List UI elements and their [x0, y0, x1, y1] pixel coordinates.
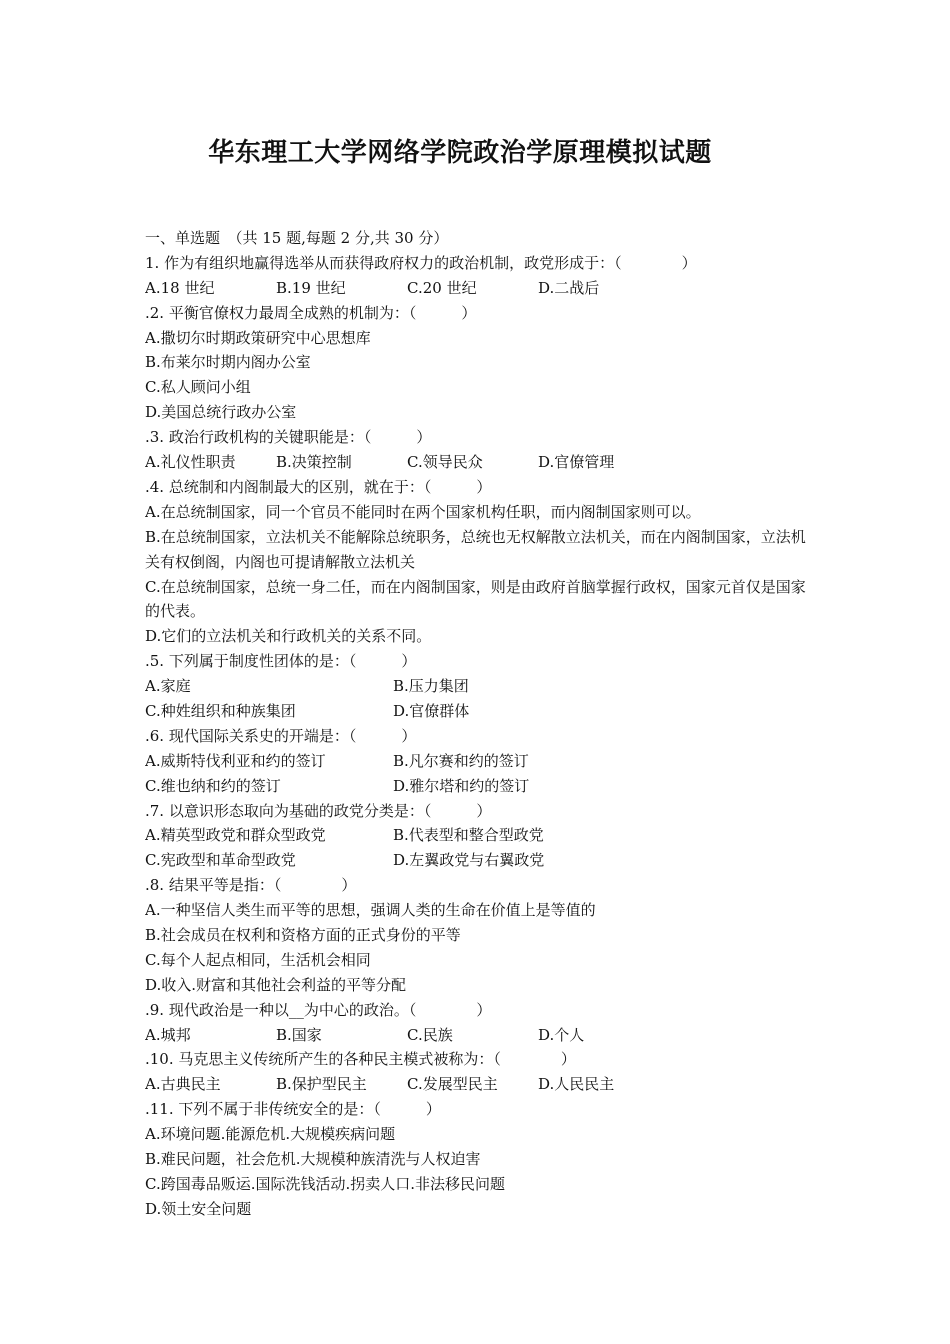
option-d: D.美国总统行政办公室: [145, 403, 297, 422]
option-d: D.官僚管理: [538, 453, 615, 472]
question-5-options-row-1: [145, 674, 810, 699]
option-c: C.跨国毒品贩运.国际洗钱活动.拐卖人口.非法移民问题: [145, 1174, 506, 1193]
question-11-stem: .11. 下列不属于非传统安全的是：（ ）: [145, 1100, 441, 1119]
option-d: D.领土安全问题: [145, 1199, 252, 1218]
option-a: A.家庭: [145, 677, 191, 696]
question-5-stem: .5. 下列属于制度性团体的是：（ ）: [145, 652, 417, 671]
option-d: D.二战后: [538, 278, 600, 297]
option-b: B.社会成员在权利和资格方面的正式身份的平等: [145, 926, 461, 944]
question-9-options: [145, 1023, 810, 1048]
option-d: D.人民民主: [538, 1075, 615, 1094]
option-a: A.精英型政党和群众型政党: [145, 826, 326, 845]
question-1-options: [145, 276, 810, 301]
option-b: B.决策控制: [276, 453, 352, 472]
question-10-stem: .10. 马克思主义传统所产生的各种民主模式被称为：（ ）: [145, 1050, 576, 1069]
section-heading: 一、单选题 （共 15 题,每题 2 分,共 30 分）: [145, 229, 449, 247]
question-3-stem: .3. 政治行政机构的关键职能是：（ ）: [145, 428, 432, 447]
option-d: D.它们的立法机关和行政机关的关系不同。: [145, 627, 432, 646]
document-title: 华东理工大学网络学院政治学原理模拟试题: [208, 138, 712, 168]
option-a: A.18 世纪: [145, 278, 215, 297]
option-a: A.威斯特伐利亚和约的签订: [145, 751, 326, 770]
option-d: D.雅尔塔和约的签订: [393, 776, 530, 795]
question-2-stem: .2. 平衡官僚权力最周全成熟的机制为：（ ）: [145, 303, 477, 322]
option-c: C.民族: [407, 1025, 453, 1044]
option-b: B.凡尔赛和约的签订: [393, 751, 529, 770]
option-c: C.在总统制国家，总统一身二任，而在内阁制国家，则是由政府首脑掌握行政权，国家元首仅是国家的代表。: [145, 577, 806, 621]
option-c: C.宪政型和革命型政党: [145, 851, 296, 870]
option-c: C.每个人起点相同，生活机会相同: [145, 950, 371, 969]
question-10-options: [145, 1072, 810, 1097]
option-a: A.撒切尔时期政策研究中心思想库: [145, 328, 371, 347]
question-9-stem: .9. 现代政治是一种以__为中心的政治。（ ）: [145, 1000, 492, 1019]
option-b: B.在总统制国家，立法机关不能解除总统职务，总统也无权解散立法机关，而在内阁制国家，立法机关有权倒阁，内阁也可提请解散立法机关: [145, 527, 806, 571]
question-list: [145, 226, 810, 1222]
option-c: C.领导民众: [407, 453, 483, 472]
option-c: C.私人顾问小组: [145, 378, 251, 397]
option-a: A.城邦: [145, 1025, 191, 1044]
question-4-stem: .4. 总统制和内阁制最大的区别，就在于：（ ）: [145, 477, 492, 496]
option-d: D.个人: [538, 1025, 585, 1044]
question-3-options: [145, 450, 810, 475]
question-5-options-row-2: [145, 699, 810, 724]
question-6-stem: .6. 现代国际关系史的开端是：（ ）: [145, 726, 417, 745]
option-b: B.难民问题，社会危机.大规模种族清洗与人权迫害: [145, 1150, 481, 1169]
question-1-stem: 1. 作为有组织地赢得选举从而获得政府权力的政治机制，政党形成于：（ ）: [145, 253, 697, 272]
question-7-options-row-2: [145, 848, 810, 873]
option-c: C.发展型民主: [407, 1075, 498, 1094]
option-d: D.收入.财富和其他社会利益的平等分配: [145, 975, 407, 994]
option-b: B.国家: [276, 1025, 322, 1044]
option-b: B.保护型民主: [276, 1075, 367, 1094]
option-b: B.压力集团: [393, 677, 469, 696]
question-7-stem: .7. 以意识形态取向为基础的政党分类是：（ ）: [145, 801, 492, 820]
option-a: A.古典民主: [145, 1075, 221, 1094]
option-a: A.一种坚信人类生而平等的思想，强调人类的生命在价值上是等值的: [145, 901, 596, 920]
option-b: B.布莱尔时期内阁办公室: [145, 353, 311, 372]
question-6-options-row-1: [145, 749, 810, 774]
option-a: A.环境问题.能源危机.大规模疾病问题: [145, 1125, 396, 1144]
option-d: D.左翼政党与右翼政党: [393, 851, 545, 870]
option-c: C.20 世纪: [407, 278, 477, 297]
option-c: C.种姓组织和种族集团: [145, 701, 296, 720]
option-b: B.19 世纪: [276, 278, 346, 297]
question-6-options-row-2: [145, 774, 810, 799]
option-a: A.礼仪性职责: [145, 453, 236, 472]
option-d: D.官僚群体: [393, 701, 470, 720]
question-7-options-row-1: [145, 823, 810, 848]
option-a: A.在总统制国家，同一个官员不能同时在两个国家机构任职，而内阁制国家则可以。: [145, 502, 701, 521]
option-b: B.代表型和整合型政党: [393, 826, 544, 845]
question-8-stem: .8. 结果平等是指：（ ）: [145, 876, 357, 895]
option-c: C.维也纳和约的签订: [145, 776, 281, 795]
